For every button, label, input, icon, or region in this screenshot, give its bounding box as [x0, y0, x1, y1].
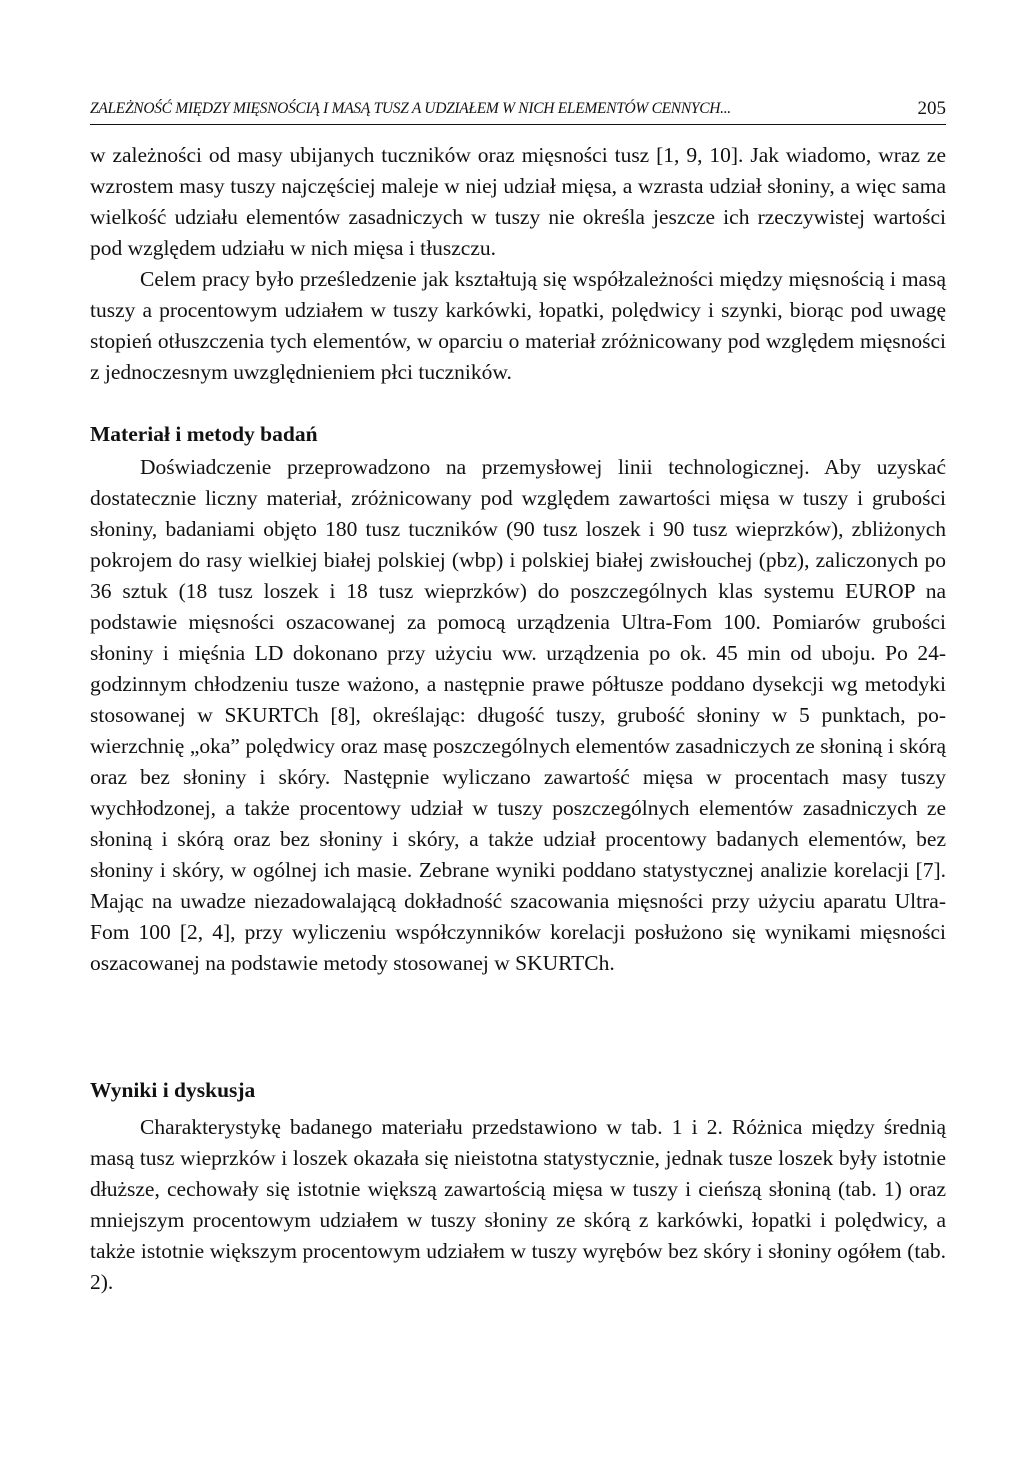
intro-paragraph-continuation: w zależności od masy ubijanych tuczników oraz mięsności tusz [1, 9, 10]. Jak wiadomo, wraz ze wzrostem masy tuszy najczęściej maleje w niej udział mięsa, a wzrasta udział słoniny, a więc sama wielkość udziału elementów zasadniczych w tuszy nie określa jeszcze ich rzeczywistej wartości pod względem udziału w nich mięsa i tłuszczu. [90, 143, 946, 260]
intro-section [90, 140, 946, 388]
intro-paragraph-aim: Celem pracy było prześledzenie jak kształtują się współzależności między mięsnością i masą tuszy a procentowym udziałem w tuszy karkówki, łopatki, polędwicy i szynki, biorąc pod uwagę stopień otłuszczenia tych elementów, w oparciu o materiał zróżnicowany pod względem mięsności z jednoczesnym uwzględnieniem płci tuczników. [90, 267, 946, 384]
running-header [90, 100, 946, 125]
running-title: ZALEŻNOŚĆ MIĘDZY MIĘSNOŚCIĄ I MASĄ TUSZ A UDZIAŁEM W NICH ELEMENTÓW CENNYCH... [90, 100, 731, 117]
results-section [90, 1112, 946, 1298]
results-heading: Wyniki i dyskusja [90, 1078, 256, 1102]
methods-paragraph: Doświadczenie przeprowadzono na przemysłowej linii technologicznej. Aby uzyskać dostatecznie liczny materiał, zróżnicowany pod względem zawartości mięsa w tuszy i grubości słoniny, badaniami objęto 180 tusz tuczników (90 tusz loszek i 90 tusz wieprzków), zbliżonych pokrojem do rasy wielkiej białej polskiej (wbp) i polskiej białej zwisłouchej (pbz), zaliczonych po 36 sztuk (18 tusz loszek i 18 tusz wieprzków) do poszczególnych klas systemu EUROP na podstawie mięsności oszacowanej za pomocą urządzenia Ultra-Fom 100. Pomiarów grubości słoniny i mięśnia LD dokonano przy użyciu ww. urządzenia po ok. 45 min od uboju. Po 24-godzinnym chłodzeniu tusze ważono, a następnie prawe półtusze poddano dysekcji wg metodyki stosowanej w SKURTCh [8], określając: długość tuszy, grubość słoniny w 5 punktach, powierzchnię „oka” polędwicy oraz masę poszczególnych elementów zasadniczych ze słoniną i skórą oraz bez słoniny i skóry. Następnie wyliczano zawartość mięsa w procentach masy tuszy wychłodzonej, a także procentowy udział w tuszy poszczególnych elementów zasadniczych ze słoniną i skórą oraz bez słoniny i skóry, a także udział procentowy badanych elementów, bez słoniny i skóry, w ogólnej ich masie. Zebrane wyniki poddano statystycznej analizie korelacji [7]. Mając na uwadze niezadowalającą dokładność szacowania mięsności przy użyciu aparatu Ultra-Fom 100 [2, 4], przy wyliczeniu współczynników korelacji posłużono się wynikami mięsności oszacowanej na podstawie metody stosowanej w SKURTCh. [90, 455, 946, 975]
methods-section [90, 452, 946, 979]
methods-heading: Materiał i metody badań [90, 422, 318, 446]
results-paragraph: Charakterystykę badanego materiału przedstawiono w tab. 1 i 2. Różnica między średnią masą tusz wieprzków i loszek okazała się nieistotna statystycznie, jednak tusze loszek były istotnie dłuższe, cechowały się istotnie większą zawartością mięsa w tuszy i cieńszą słoniną (tab. 1) oraz mniejszym procentowym udziałem w tuszy słoniny ze skórą z karkówki, łopatki i polędwicy, a także istotnie większym procentowym udziałem w tuszy wyrębów bez skóry i słoniny ogółem (tab. 2). [90, 1115, 946, 1294]
page-number: 205 [917, 98, 946, 119]
